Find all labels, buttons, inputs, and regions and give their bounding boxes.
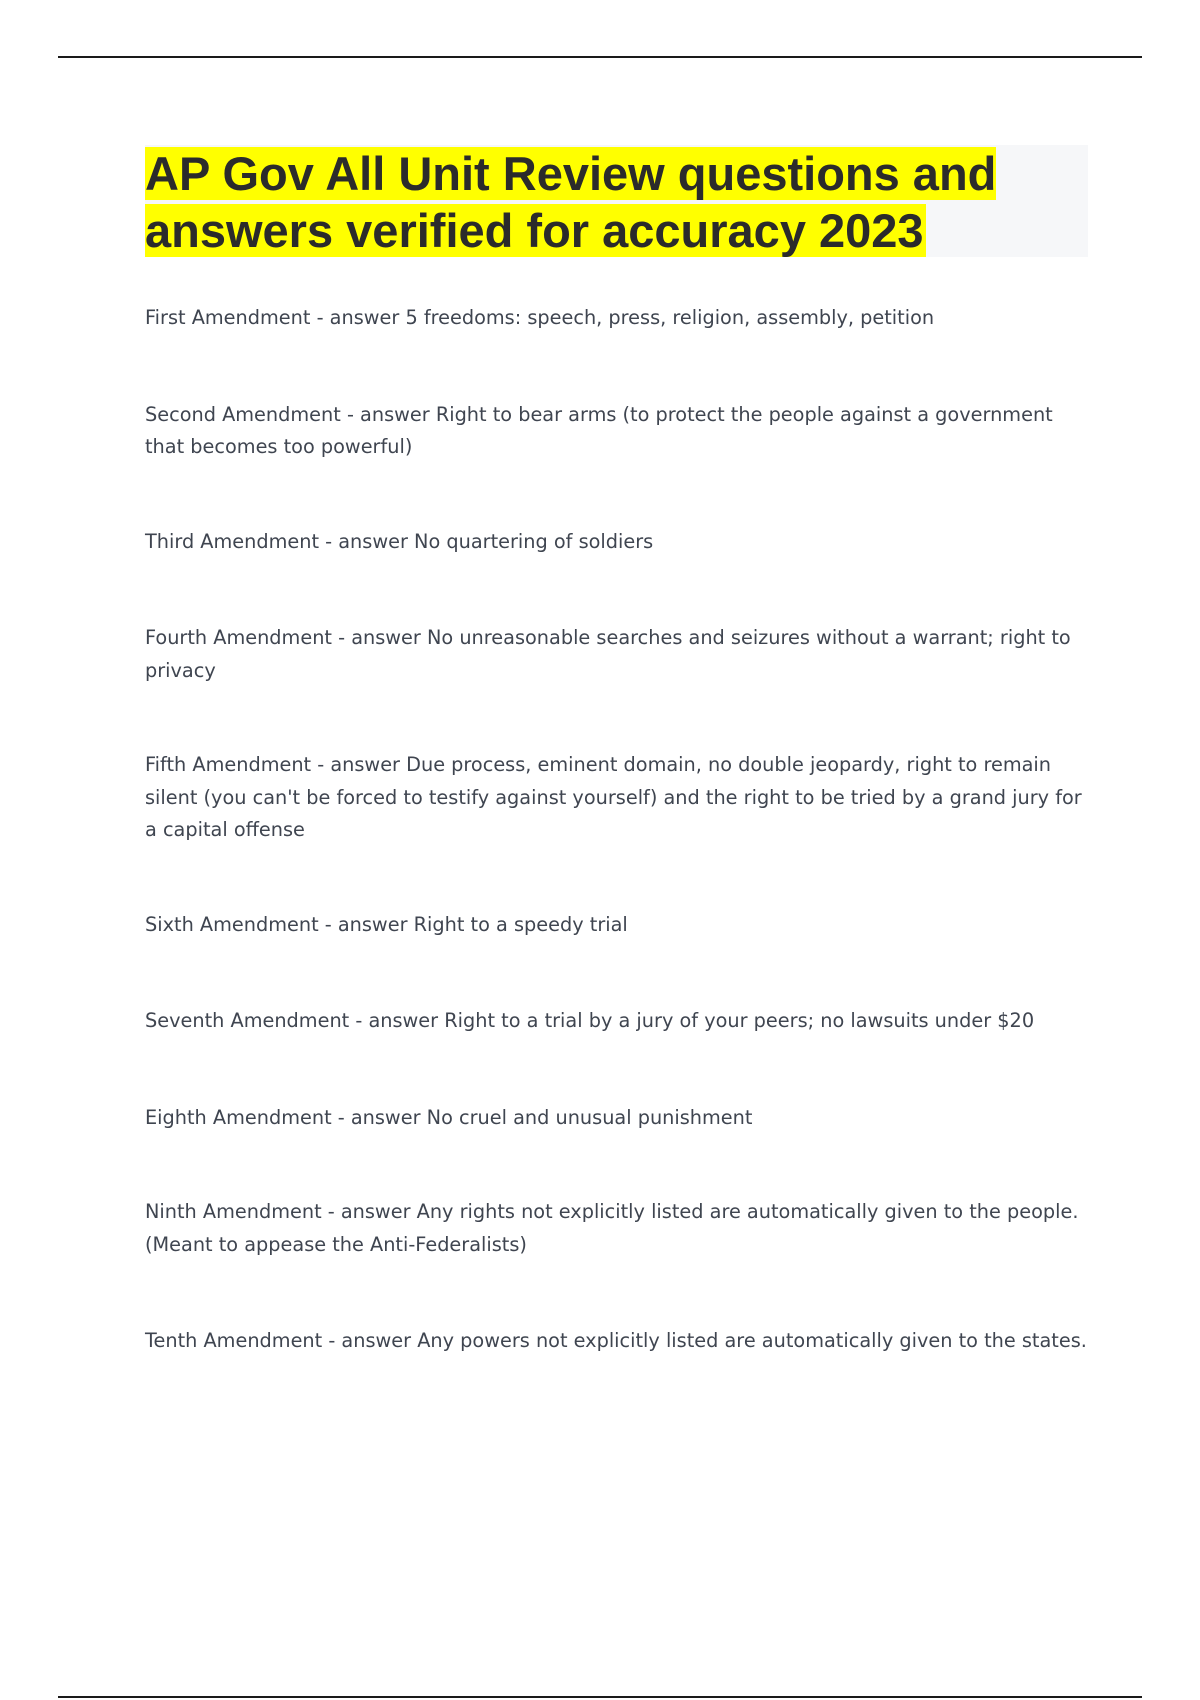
footer-rule — [58, 1696, 1142, 1698]
entry-answer: No quartering of soldiers — [414, 529, 654, 553]
entry-fourth-amendment — [145, 622, 1090, 687]
entry-third-amendment — [145, 526, 1090, 559]
entry-ninth-amendment — [145, 1196, 1090, 1261]
entries-list — [145, 302, 1090, 1358]
entry-term: Second Amendment — [145, 402, 341, 426]
entry-term: Eighth Amendment — [145, 1105, 332, 1129]
entry-term: First Amendment — [145, 306, 311, 329]
entry-separator: - answer — [321, 1200, 417, 1223]
document-title-text: AP Gov All Unit Review questions and answers verified for accuracy 2023 — [145, 147, 997, 257]
entry-sixth-amendment — [145, 909, 1090, 942]
entry-answer: No cruel and unusual punishment — [426, 1105, 753, 1129]
entry-separator: - answer — [311, 753, 407, 776]
entry-separator: - answer — [310, 306, 406, 329]
entry-answer: Right to a trial by a jury of your peers; no lawsuits under $20 — [444, 1009, 1035, 1032]
entry-separator: - answer — [331, 626, 427, 649]
entry-term: Sixth Amendment — [145, 912, 319, 936]
entry-answer: Right to bear arms (to protect the people against a government that becomes too powerful) — [145, 402, 1053, 458]
entry-separator: - answer — [322, 1329, 418, 1352]
entry-term: Fifth Amendment — [145, 753, 312, 776]
entry-term: Fourth Amendment — [145, 626, 332, 649]
entry-separator: - answer — [318, 912, 414, 936]
entry-term: Tenth Amendment — [145, 1329, 323, 1352]
entry-second-amendment — [145, 399, 1090, 464]
entry-separator: - answer — [331, 1105, 427, 1129]
entry-answer: No unreasonable searches and seizures without a warrant; right to privacy — [145, 626, 1071, 682]
title-block — [145, 145, 1088, 257]
entry-answer: Due process, eminent domain, no double jeopardy, right to remain silent (you can't be forced to testify against yourself) and the right to be tried by a grand jury for a capital offense — [145, 753, 1082, 841]
entry-first-amendment — [145, 302, 1090, 335]
entry-term: Third Amendment — [145, 529, 320, 553]
document-title — [145, 145, 1088, 259]
entry-answer: Right to a speedy trial — [413, 912, 628, 936]
entry-separator: - answer — [340, 402, 436, 426]
entry-tenth-amendment — [145, 1325, 1090, 1358]
entry-answer: 5 freedoms: speech, press, religion, assembly, petition — [405, 306, 935, 329]
entry-term: Ninth Amendment — [145, 1200, 322, 1223]
header-rule — [58, 56, 1142, 58]
entry-seventh-amendment — [145, 1005, 1090, 1038]
entry-term: Seventh Amendment — [145, 1009, 350, 1032]
entry-answer: Any rights not explicitly listed are automatically given to the people. (Meant to appease the Anti-Federalists) — [145, 1200, 1079, 1256]
entry-eighth-amendment — [145, 1102, 1090, 1135]
entry-answer: Any powers not explicitly listed are automatically given to the states. — [417, 1329, 1087, 1352]
entry-fifth-amendment — [145, 749, 1090, 847]
entry-separator: - answer — [349, 1009, 445, 1032]
entry-separator: - answer — [319, 529, 415, 553]
